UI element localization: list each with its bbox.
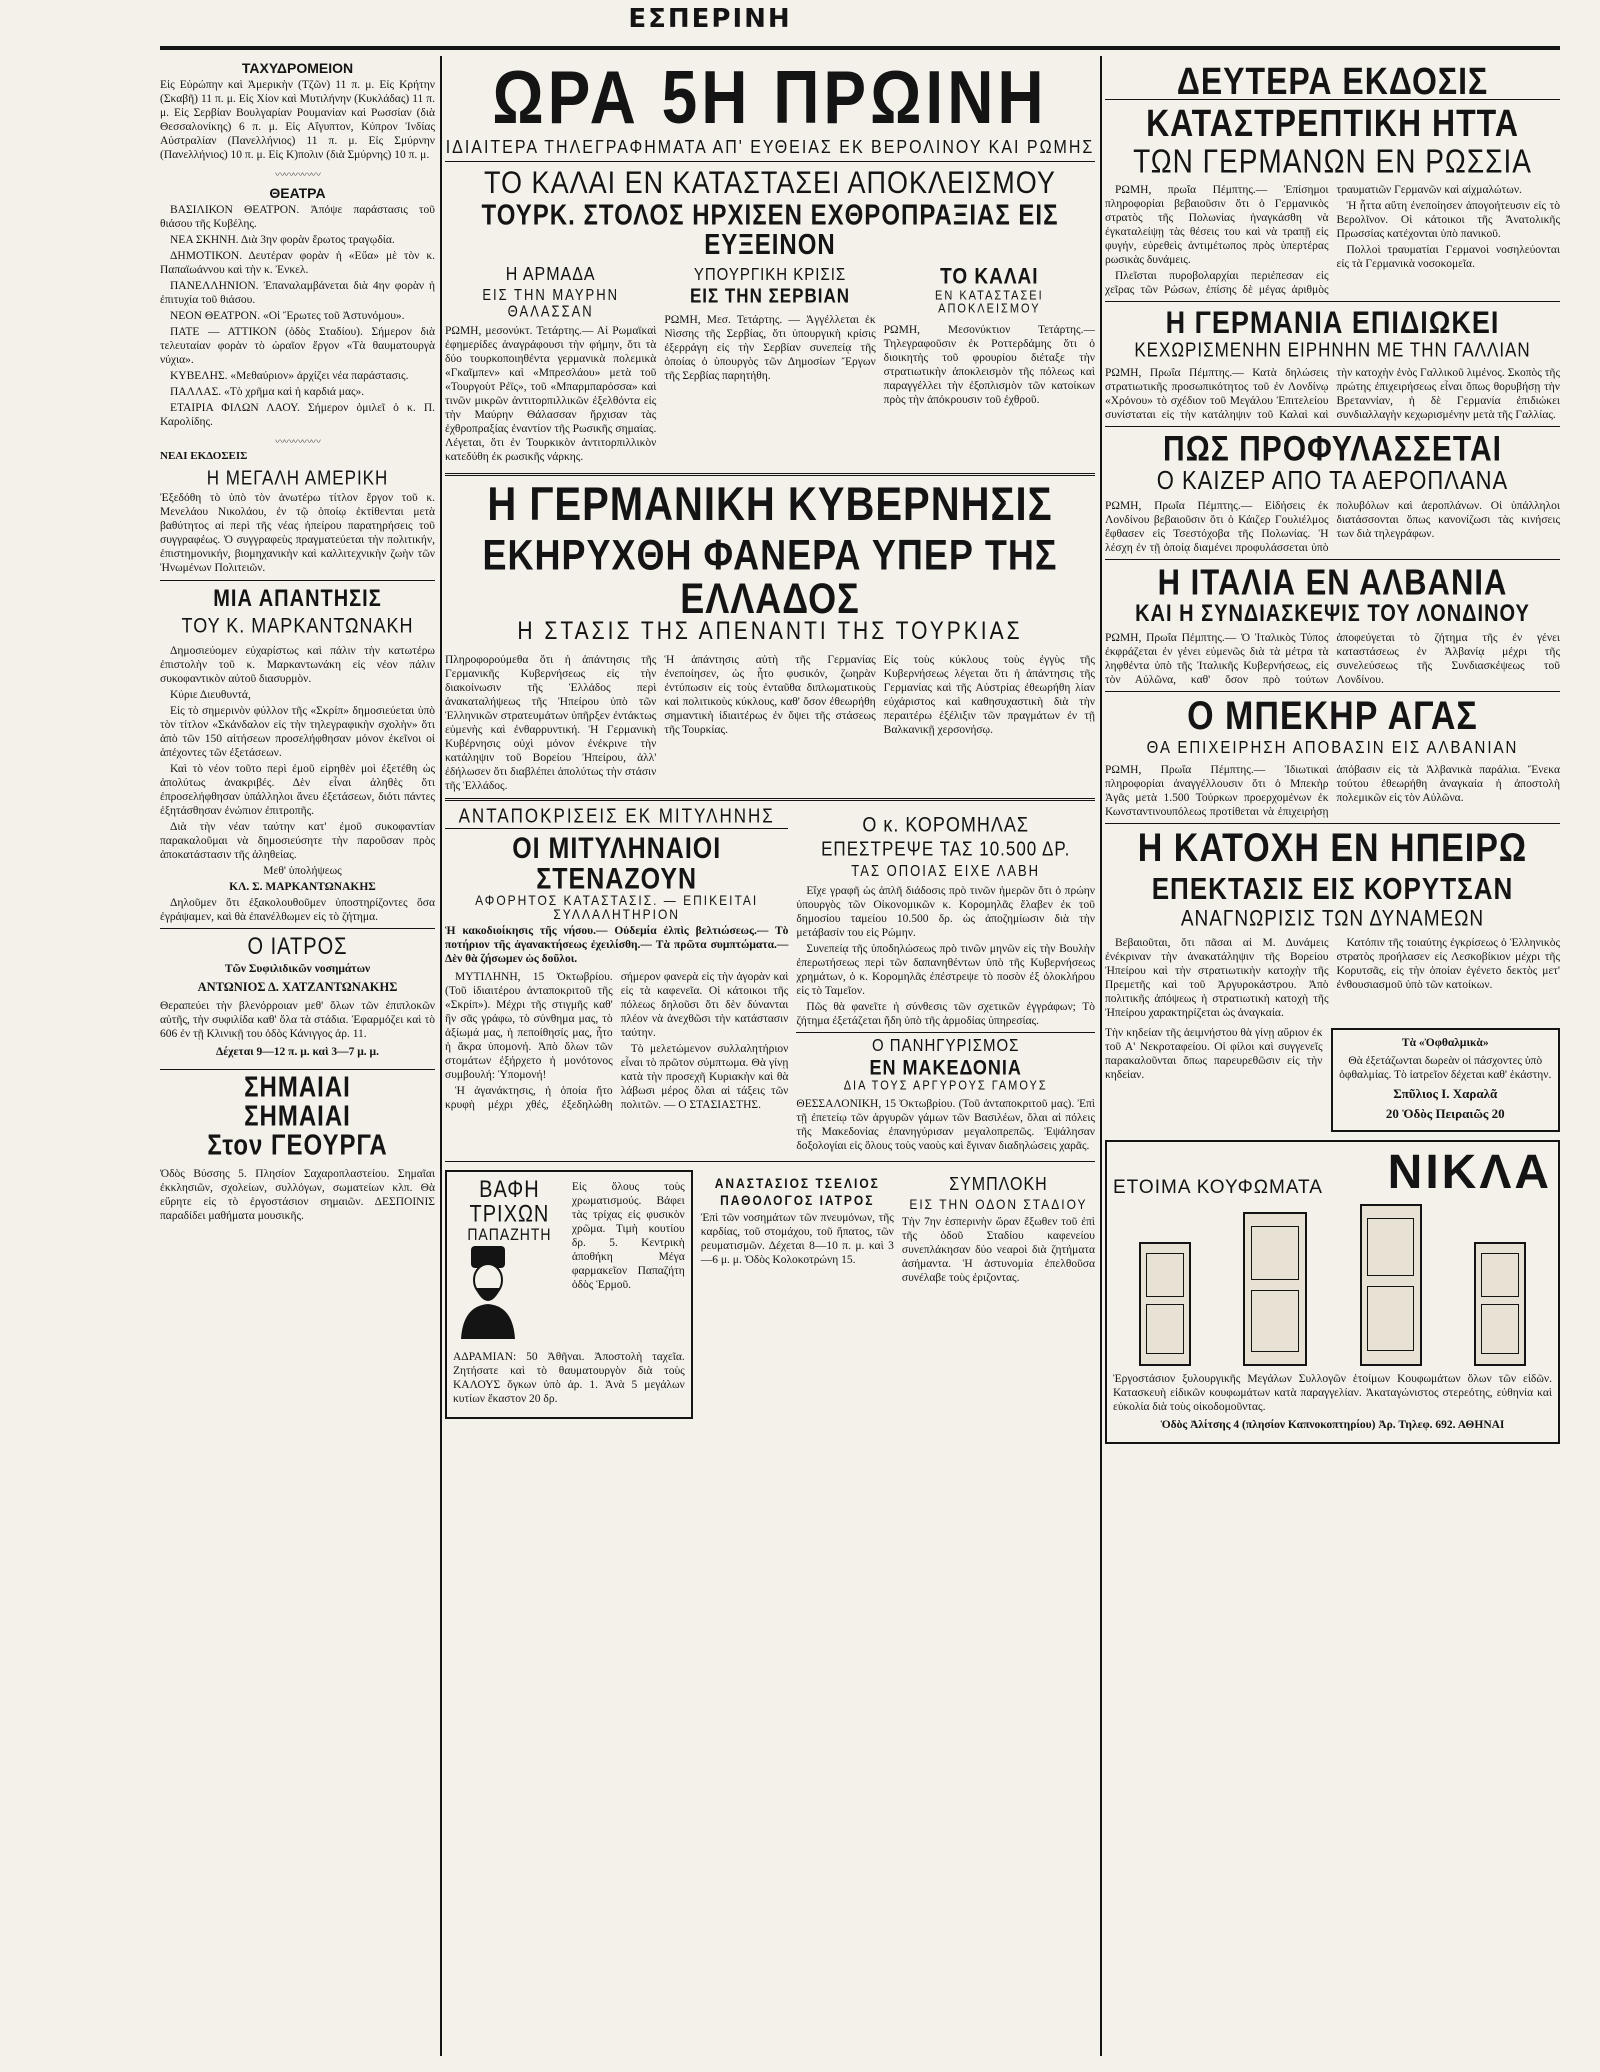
section-rule xyxy=(1105,823,1560,824)
door-frames-ad-address: Ὁδὸς Ἀλίτσης 4 (πλησίον Καπνοκοπτηρίου) Ἀρ. Τηλεφ. 692. ΑΘΗΝΑΙ xyxy=(1160,1418,1505,1431)
calais-heading: ΤΟ ΚΑΛΑΙ xyxy=(940,264,1039,290)
koromilas-paragraph: Πῶς θὰ φανεῖτε ἡ σύνθεσις τῶν σχετικῶν ἐγγράφων; Τὸ ζήτημα ἐξετάζεται ἤδη ὑπὸ τῆς ἁρμοδίας ὑπηρεσίας. xyxy=(796,1001,1095,1028)
section-rule xyxy=(796,1032,1095,1033)
door-icon xyxy=(1474,1242,1526,1366)
feast-headline: Ο ΠΑΝΗΓΥΡΙΣΜΟΣ xyxy=(871,1036,1020,1057)
feast-text: ΘΕΣΣΑΛΟΝΙΚΗ, 15 Ὀκτωβρίου. (Τοῦ ἀνταποκριτοῦ μας). Ἐπὶ τῇ ἐπετείῳ τῶν ἀργυρῶν γάμων τῶν Βασιλέων, ὅλαι αἱ πόλεις τῆς Μακεδονίας ἐπανηγύρισαν μεγαλοπρεπῶς. Ἐψάλησαν δοξολογίαι εἰς ὅλους τοὺς ναοὺς καὶ ἔγιναν διαδηλώσεις χαρᾶς. xyxy=(796,1098,1095,1153)
doctor-ad-name: ΑΝΤΩΝΙΟΣ Δ. ΧΑΤΖΑΝΤΩΝΑΚΗΣ xyxy=(197,980,398,995)
main-headline: ΩΡΑ 5Η ΠΡΩΙΝΗ xyxy=(492,56,1048,140)
funeral-notice: Τὴν κηδείαν τῆς ἀειμνήστου θὰ γίνῃ αὔριον ἐκ τοῦ Α' Νεκροταφείου. Οἱ φίλοι καὶ συγγενεῖς παρακαλοῦνται ὅπως παρευρεθῶσιν εἰς τὴν κηδείαν. xyxy=(1105,1027,1323,1082)
masthead: ΕΣΠΕΡΙΝΗ xyxy=(628,4,792,34)
reply-letter xyxy=(160,644,435,924)
german-government-text xyxy=(445,653,1095,793)
section-rule xyxy=(445,473,1095,476)
eye-clinic-ad-title: Τὰ «Ὀφθαλμικὰ» xyxy=(1401,1037,1489,1050)
door-frames-ad xyxy=(1105,1140,1560,1444)
mytilene-paragraph: Τὸ μελετώμενον συλλαλητήριον εἶναι τὸ πρῶτον σύμπτωμα. Θὰ γίνῃ κατὰ τὴν προσεχῆ Κυριακὴν καὶ θὰ λάβωσι μέρος ὅλαι αἱ τάξεις τῶν πολιτῶν. — Ο ΣΤΑΣΙΑΣΤΗΣ. xyxy=(620,1043,789,1112)
calais-headline: ΤΟ ΚΑΛΑΙ ΕΝ ΚΑΤΑΣΤΑΣΕΙ ΑΠΟΚΛΕΙΣΜΟΥ xyxy=(484,164,1056,201)
mytilene-deck: ΑΦΟΡΗΤΟΣ ΚΑΤΑΣΤΑΣΙΣ. — ΕΠΙΚΕΙΤΑΙ ΣΥΛΛΑΛΗΤΗΡΙΟΝ xyxy=(475,891,759,924)
serbia-heading: ΥΠΟΥΡΓΙΚΗ ΚΡΙΣΙΣ xyxy=(693,264,847,286)
tselios-ad-name: ΑΝΑΣΤΑΣΙΟΣ ΤΣΕΛΙΟΣ xyxy=(714,1175,880,1192)
koromilas-text xyxy=(796,884,1095,1028)
door-icon xyxy=(1243,1212,1307,1366)
epirus-paragraph: Βεβαιοῦται, ὅτι πᾶσαι αἱ Μ. Δυνάμεις ἐνέκριναν τὴν ἀνακατάληψιν τῆς Βορείου Ἠπείρου καὶ τὴν στρατιωτικὴν κατοχὴν τῆς Πρεμετῆς καὶ τοῦ Ἀργυροκάστρου. Ἀπὸ πολιτικῆς ἀπόψεως ἡ στρατιωτικὴ κατοχὴ τῆς Ἠπείρου χαρακτηρίζεται ὡς ἀναγκαία. xyxy=(1105,936,1329,1020)
door-icon xyxy=(1139,1242,1191,1366)
calais-subheading: ΕΝ ΚΑΤΑΣΤΑΣΕΙ ΑΠΟΚΛΕΙΣΜΟΥ xyxy=(934,288,1044,317)
albania-subheadline: ΚΑΙ Η ΣΥΝΔΙΑΣΚΕΨΙΣ ΤΟΥ ΛΟΝΔΙΝΟΥ xyxy=(1135,600,1530,627)
hair-dye-ad-text-2: ΑΔΡΑΜΙΑΝ: 50 Ἀθῆναι. Ἀποστολὴ ταχεῖα. Ζητήσατε καὶ τὸ θαυματουργὸν διὰ τοὺς ΚΑΛΟΥΣ ὄγκων ὑπὸ ἀρ. 1. Ἀνὰ 5 μεγάλων κυτίων ἕκαστον 20 δρ. xyxy=(453,1351,685,1406)
defeat-paragraph: Ἡ ἧττα αὕτη ἐνεποίησεν ἀπογοήτευσιν εἰς τὸ Βερολῖνον. Οἱ κάτοικοι τῆς Ἀνατολικῆς Πρωσσίας κατέχονται ὑπὸ πανικοῦ. xyxy=(1336,199,1560,240)
koromilas-headline: Ο κ. ΚΟΡΟΜΗΛΑΣ xyxy=(862,813,1029,837)
main-subheadline: ΙΔΙΑΙΤΕΡΑ ΤΗΛΕΓΡΑΦΗΜΑΤΑ ΑΠ' ΕΥΘΕΙΑΣ ΕΚ ΒΕΡΟΛΙΝΟΥ ΚΑΙ ΡΩΜΗΣ xyxy=(445,137,1095,158)
armada-text: ΡΩΜΗ, μεσονύκτ. Τετάρτης.— Αἱ Ρωμαϊκαὶ ἐφημερίδες ἀναγράφουσι τὴν φήμην, ὅτι τὰ δύο τουρκοποιηθέντα γερμανικὰ πολεμικὰ «Γκαῖμπεν» καὶ «Μπρεσλάου» μετὰ τοῦ «Τουργοὺτ Ρέϊς», τοῦ «Μπαρμπαρόσσα» καὶ τινῶν μικρῶν ἀντιτορπιλλικῶν ἐξελθόντα εἰς τὴν Μαύρην Θάλασσαν ἤρχισαν τὰς ἐχθροπραξίας ἐναντίον τῆς Ρωσικῆς σημαίας. Λέγεται, ὅτι ἐν Τουρκικὸν ἀντιτορπιλλικὸν κατεδύθη ἐκ ρωσικῆς νάρκης. xyxy=(445,324,657,463)
theatre-item: ΒΑΣΙΛΙΚΟΝ ΘΕΑΤΡΟΝ. Ἀπόψε παράστασις τοῦ θιάσου τῆς Κυβέλης. xyxy=(160,204,435,231)
theatres-list xyxy=(160,203,435,429)
section-rule xyxy=(1105,691,1560,692)
masthead-rule xyxy=(160,46,1560,50)
america-text: Ἐξεδόθη τὸ ὑπὸ τὸν ἀνωτέρω τίτλον ἔργον τοῦ κ. Μενελάου Νικολάου, ἐν τῷ ὁποίῳ ἐκτίθενται μετὰ βαθύτητος αἱ περὶ τῆς νέας ἠπείρου παρατηρήσεις τοῦ συγγραφέως. Ὁ συγγραφεὺς πραγματεύεται τὴν πολιτικήν, ἐπιστημονικήν, βιομηχανικὴν καὶ καλλιτεχνικὴν ζωὴν τῶν Ἡνωμένων Πολιτειῶν. xyxy=(160,492,435,575)
theatres-heading: ΘΕΑΤΡΑ xyxy=(269,185,326,202)
section-rule xyxy=(1105,426,1560,427)
albania-text: ΡΩΜΗ, Πρωΐα Πέμπτης.— Ὁ Ἰταλικὸς Τύπος ἐκφράζεται ἐν γένει εὐμενῶς διὰ τὰ μέτρα τὰ ληφθέντα ὑπὸ τῆς Ἰταλικῆς Κυβερνήσεως, εἰς τὸν Αὐλῶνα, καθ' ὅσον πρὸ τούτων ἀποφεύγεται τὸ ζήτημα τῆς ἐν γένει καταστάσεως ἐν Ἀλβανίᾳ μέχρι τῆς συνελεύσεως τῆς Συνδιασκέψεως τοῦ Λονδίνου. xyxy=(1105,631,1560,686)
peace-subheadline: ΚΕΧΩΡΙΣΜΕΝΗΝ ΕΙΡΗΝΗΝ ΜΕ ΤΗΝ ΓΑΛΛΙΑΝ xyxy=(1134,338,1531,362)
mytilene-text xyxy=(445,970,788,1113)
mytilene-article xyxy=(445,806,788,1157)
theatre-item: ΠΑΝΕΛΛΗΝΙΟΝ. Ἐπαναλαμβάνεται διὰ 4ην φορὰν ἡ ἐπιτυχία τοῦ θιάσου. xyxy=(160,280,435,307)
column-right xyxy=(1105,56,1560,2056)
theatre-item: ΝΕΑ ΣΚΗΝΗ. Διὰ 3ην φορὰν ἔρωτος τραγῳδία. xyxy=(170,234,395,247)
column-left xyxy=(160,56,435,2056)
defeat-paragraph: ΡΩΜΗ, πρωΐα Πέμπτης.— Ἐπίσημοι πληροφορίαι βεβαιοῦσιν ὅτι ὁ Γερμανικὸς στρατὸς τῆς Πολωνίας ἠναγκάσθη νὰ ἐγκαταλείψῃ τὰς θέσεις του καὶ νὰ τραπῇ εἰς φυγήν, εὑρεθεὶς ἀντιμέτωπος πρὸς ὑπερτέρας ρωσικὰς δυνάμεις. xyxy=(1105,183,1329,266)
koromilas-subheadline: ΕΠΕΣΤΡΕΨΕ ΤΑΣ 10.500 ΔΡ. xyxy=(821,837,1071,861)
doctor-ad xyxy=(160,933,435,1065)
armada-subheading: ΕΙΣ ΤΗΝ ΜΑΥΡΗΝ ΘΑΛΑΣΣΑΝ xyxy=(482,285,619,320)
peace-headline: Η ΓΕΡΜΑΝΙΑ ΕΠΙΔΙΩΚΕΙ xyxy=(1165,304,1500,340)
reply-editor-note: Δηλοῦμεν ὅτι ἐξακολουθοῦμεν ὑποστηρίζοντες ὅσα ἐγράψαμεν, καὶ θὰ ἐπανέλθωμεν εἰς τὸ ζήτημα. xyxy=(160,897,435,924)
column-center xyxy=(445,56,1095,2056)
stadiou-headline: ΣΥΜΠΛΟΚΗ xyxy=(949,1175,1048,1196)
eye-clinic-ad-name: Σπῦλιος Ι. Χαραλᾶ xyxy=(1393,1086,1498,1102)
eye-clinic-ad-text: Θὰ ἐξετάζωνται δωρεὰν οἱ πάσχοντες ὑπὸ ὀφθαλμίας. Τὸ ἰατρεῖον δέχεται καθ' ἑκάστην. xyxy=(1339,1055,1552,1082)
german-government-subheadline: ΕΚΗΡΥΧΘΗ ΦΑΝΕΡΑ ΥΠΕΡ ΤΗΣ ΕΛΛΑΔΟΣ xyxy=(482,530,1058,623)
hair-dye-ad-top xyxy=(453,1178,685,1348)
koromilas-deck: ΤΑΣ ΟΠΟΙΑΣ ΕΙΧΕ ΛΑΒΗ xyxy=(851,861,1041,880)
kaiser-subheadline: Ο ΚΑΙΖΕΡ ΑΠΟ ΤΑ ΑΕΡΟΠΛΑΝΑ xyxy=(1156,465,1509,495)
reply-paragraph: Κύριε Διευθυντά, xyxy=(170,689,251,702)
mytilene-lead: Ἡ κακοδιοίκησις τῆς νήσου.— Οὐδεμία ἐλπὶς βελτιώσεως.— Τὸ ποτήριον τῆς ἀγανακτήσεως ἐχειλίσθη.— Τὰ πρῶτα συμπτώματα.— Δὲν θὰ ζήσωμεν ὡς δοῦλοι. xyxy=(445,925,789,966)
section-rule xyxy=(1105,559,1560,560)
door-frames-ad-header xyxy=(1113,1145,1552,1199)
feast-subheadline: ΕΝ ΜΑΚΕΔΟΝΙΑ xyxy=(869,1055,1022,1080)
theatre-item: ΔΗΜΟΤΙΚΟΝ. Δευτέραν φορὰν ἡ «Εὔα» μὲ τὸν κ. Παπαϊωάννου καὶ τὴν κ. Ἐνκελ. xyxy=(160,250,435,277)
german-government-deck: Η ΣΤΑΣΙΣ ΤΗΣ ΑΠΕΝΑΝΤΙ ΤΗΣ ΤΟΥΡΚΙΑΣ xyxy=(517,618,1023,646)
koromilas-paragraph: Συνεπείᾳ τῆς ὑποδηλώσεως πρὸ τινῶν μηνῶν εἰς τὴν Βουλὴν ἐπερωτήσεως περὶ τῶν δαπανηθέντων ὑπὸ τῆς Κυβερνήσεως χρημάτων, ὁ κ. Κορομηλᾶς ἐπέστρεψε τὸ ποσὸν ἐξ ὁλοκλήρου εἰς τὸ Ταμεῖον. xyxy=(796,943,1095,998)
man-portrait-icon xyxy=(453,1244,523,1339)
epirus-headline: Η ΚΑΤΟΧΗ ΕΝ ΗΠΕΙΡΩ xyxy=(1137,825,1528,871)
epirus-deck: ΑΝΑΓΝΩΡΙΣΙΣ ΤΩΝ ΔΥΝΑΜΕΩΝ xyxy=(1180,907,1485,932)
reply-closing: Μεθ' ὑπολήψεως xyxy=(263,865,342,878)
bekir-text: ΡΩΜΗ, Πρωΐα Πέμπτης.— Ἰδιωτικαὶ πληροφορίαι ἀναγγέλλουσιν ὅτι ὁ Μπεκὴρ Ἀγᾶς μετὰ 1.500 Τούρκων προερχομένων ἐκ Κωνσταντινουπόλεως προτίθεται νὰ ἐπιχειρήσῃ ἀπόβασιν εἰς τὰ Ἀλβανικὰ παράλια. Ἕνεκα τούτου ἐθεωρήθη ἀναγκαία ἡ ἀποστολὴ πολεμικῶν εἰς τὸν Αὐλῶνα. xyxy=(1105,763,1560,818)
serbia-article xyxy=(664,262,875,468)
mytilene-paragraph: ΜΥΤΙΛΗΝΗ, 15 Ὀκτωβρίου. (Τοῦ ἰδιαιτέρου ἀνταποκριτοῦ τῆς «Σκρίπ»). Μέχρι τῆς στιγμῆς καθ' ἣν σᾶς γράφω, τὸ σύνθημα μας, τὸ ἀξίωμά μας, ἡ πεποίθησίς μας, ἦτο ἡ ἄκρα ὑπομονή. Ἀπὸ ὅλων τῶν στομάτων ἐξήρχετο ἡ μονότονος συμβουλή: Ὑπομονή! xyxy=(445,971,613,1082)
bekir-subheadline: ΘΑ ΕΠΙΧΕΙΡΗΣΗ ΑΠΟΒΑΣΙΝ ΕΙΣ ΑΛΒΑΝΙΑΝ xyxy=(1146,737,1519,759)
doctor-ad-title: Ο ΙΑΤΡΟΣ xyxy=(247,934,348,961)
gov-paragraph: Πληροφορούμεθα ὅτι ἡ ἀπάντησις τῆς Γερμανικῆς Κυβερνήσεως εἰς τὴν διακοίνωσιν τῆς Ἑλλάδος περὶ ἀνακαταλήψεως τῆς Ἠπείρου ὑπὸ τῶν Ἑλληνικῶν στρατευμάτων ὑπῆρξεν ἐντάκτως εὐμενὴς καὶ ἐνθαρρυντική. Ἡ Γερμανικὴ Κυβέρνησις οὐχὶ μόνον ἐνέκρινε τὴν κατάληψιν τοῦ Βορείου Ἠπείρου, ἀλλ' ἐδήλωσεν ὅτι διαβλέπει ἀπολύτως τὴν στάσιν τῆς Ἑλλάδος. xyxy=(445,654,657,793)
theatre-item: ΝΕΟΝ ΘΕΑΤΡΟΝ. «Οἱ Ἔρωτες τοῦ Ἀστυνόμου». xyxy=(170,310,405,323)
peace-text: ΡΩΜΗ, Πρωΐα Πέμπτης.— Κατὰ δηλώσεις στρατιωτικῆς προσωπικότητος τοῦ ἐν Λονδίνῳ «Χρόνου» τὸ σχέδιον τοῦ Μεγάλου Ἐπιτελείου συνίσταται εἰς τὴν κατάληψιν τοῦ Καλαὶ καὶ τὴν κατοχὴν ἑνὸς Γαλλικοῦ λιμένος. Σκοπὸς τῆς πρώτης ἐπιχειρήσεως εἶναι ὅπως θορυβήσῃ τὴν Βρεταννίαν, ἡ δὲ Γερμανία ἐπιδιώκει συνδιαλλαγὴν κεχωρισμένην μετὰ τῆς Γαλλίας. xyxy=(1105,366,1560,421)
flags-ad-title-2: ΣΗΜΑΙΑΙ xyxy=(244,1101,351,1133)
mytilene-headline: ΟΙ ΜΙΤΥΛΗΝΑΙΟΙ ΣΤΕΝΑΖΟΥΝ xyxy=(512,831,722,896)
reply-subheading: ΤΟΥ Κ. ΜΑΡΚΑΝΤΩΝΑΚΗ xyxy=(181,614,414,638)
column-rule-1 xyxy=(440,56,442,2056)
section-rule xyxy=(445,1161,1095,1162)
gov-paragraph: Εἰς τοὺς κύκλους τοὺς ἐγγὺς τῆς Κυβερνήσεως λέγεται ὅτι ἡ ἀπάντησις τῆς Γερμανίας καὶ τῆς Αὐστρίας ἐθεωρήθη λίαν εὐχάριστος καὶ καθησυχαστικὴ διὰ τὴν περαιτέρω ἐξέλιξιν τῶν πραγμάτων ἐν τῇ Βαλκανικῇ χερσονήσῳ. xyxy=(883,654,1095,737)
defeat-text xyxy=(1105,183,1560,297)
section-rule xyxy=(445,161,1095,162)
mytilene-banner: ΑΝΤΑΠΟΚΡΙΣΕΙΣ ΕΚ ΜΙΤΥΛΗΝΗΣ xyxy=(458,805,775,828)
new-editions-label: ΝΕΑΙ ΕΚΔΟΣΕΙΣ xyxy=(160,450,248,463)
column-rule-2 xyxy=(1100,56,1102,2056)
armada-article xyxy=(445,262,656,468)
section-rule xyxy=(445,798,1095,801)
door-frames-ad-text: Ἐργοστάσιον ξυλουργικῆς Μεγάλων Συλλογῶν ἑτοίμων Κουφωμάτων ὅλων τῶν εἰδῶν. Κατασκευὴ εἰδικῶν κουφωμάτων κατὰ παραγγελίαν. Ἀκαταγώνιστος στερεότης, εὐθηνία καὶ εὐκολία διὰ τοὺς οἰκοδομοῦντας. xyxy=(1113,1372,1552,1413)
door-icon xyxy=(1360,1204,1422,1366)
mytilene-paragraph: Ἡ ἀγανάκτησις, ἡ ὁποία ἤτο κρυφὴ μέχρι χθές, ἐξεδηλώθη σήμερον φανερὰ εἰς τὴν ἀγορὰν καὶ εἰς τὰ καφενεῖα. Οἱ κάτοικοι τῆς πόλεως δηλοῦσι ὅτι δὲν δύνανται πλέον νὰ ἀνεχθῶσι τὴν κατάστασιν ταύτην. xyxy=(445,971,789,1112)
news-row-1 xyxy=(445,262,1095,468)
bekir-headline: Ο ΜΠΕΚΗΡ ΑΓΑΣ xyxy=(1187,693,1478,739)
german-government-headline: Η ΓΕΡΜΑΝΙΚΗ ΚΥΒΕΡΝΗΣΙΣ xyxy=(487,478,1053,531)
epirus-paragraph: Κατόπιν τῆς τοιαύτης ἐγκρίσεως ὁ Ἑλληνικὸς στρατὸς προήλασεν εἰς Λεσκοβίκιον μέχρι τῆς Κορυτσᾶς, εἰς τὴν ὁποίαν ἐγένετο δεκτὸς μετ' ἐνθουσιασμοῦ ὑπὸ τῶν κατοίκων. xyxy=(1336,936,1560,991)
section-rule xyxy=(160,928,435,929)
posts-heading: ΤΑΧΥΔΡΟΜΕΙΟΝ xyxy=(241,60,354,76)
armada-heading: Η ΑΡΜΑΔΑ xyxy=(505,264,596,286)
reply-paragraph: Καὶ τὸ νέον τοῦτο περὶ ἐμοῦ εἰρηθὲν μοὶ ἐξετέθη ὡς ἀπολύτως ἀνακριβές. Δὲν εἶναι ἀληθὲς ὅτι ἐπροσελήφθησαν ὑπάλληλοι ἄνευ ἐξετάσεων, διότι πάντες ἐξητάσθησαν ἐνώπιον ἐπιτροπῆς. xyxy=(160,763,435,818)
section-rule xyxy=(1105,301,1560,302)
reply-paragraph: Εἰς τὸ σημερινὸν φύλλον τῆς «Σκρίπ» δημοσιεύεται ὑπὸ τὸν τίτλον «Σκάνδαλον εἰς τὴν τηλεγραφικὴν σχολὴν» ὅτι ἀπὸ τῶν 150 αἰτήσεων προσελήφθησαν μόνον ἐκεῖνοι οἱ ἀπέχοντες τῶν ἐξετάσεων. xyxy=(160,705,435,760)
defeat-subheadline: ΤΩΝ ΓΕΡΜΑΝΩΝ ΕΝ ΡΩΣΣΙΑ xyxy=(1133,142,1532,179)
theatre-item: ΚΥΒΕΛΗΣ. «Μεθαύριον» ἀρχίζει νέα παράστασις. xyxy=(170,370,409,383)
tselios-ad xyxy=(701,1166,894,1422)
eye-clinic-ad-address: 20 Ὁδὸς Πειραιῶς 20 xyxy=(1385,1105,1505,1121)
ornament-divider: 〰〰〰〰〰 xyxy=(275,170,320,182)
tselios-ad-text: Ἐπὶ τῶν νοσημάτων τῶν πνευμόνων, τῆς καρδίας, τοῦ στομάχου, τοῦ ἥπατος, τῶν ρευματισμῶν. Δέχεται 8—10 π. μ. καὶ 3—6 μ. μ. Ὁδὸς Κολοκοτρώνη 15. xyxy=(700,1212,894,1267)
stadiou-text: Τὴν 7ην ἑσπερινὴν ὥραν ἔξωθεν τοῦ ἐπὶ τῆς ὁδοῦ Σταδίου καφενείου συνεπλάκησαν δύο νεαροὶ διὰ ζητήματα ἀσήμαντα. Ἡ ἀστυνομία ἐπελθοῦσα συνέλαβε τοὺς ἐριζοντας. xyxy=(901,1216,1095,1285)
door-frames-ad-brand: ΝΙΚΛΑ xyxy=(1387,1145,1552,1199)
serbia-text: ΡΩΜΗ, Μεσ. Τετάρτης. — Ἀγγέλλεται ἐκ Νὶσσης τῆς Σερβίας, ὅτι ὑπουργικὴ κρίσις ἐξερράγη εἰς τὴν Σερβίαν συνεπείᾳ τῆς ὁποίας ὁ ὑπουργὸς τῶν Δημοσίων Ἔργων τῆς Σερβίας παρητήθη. xyxy=(664,314,876,383)
flags-ad-title: ΣΗΜΑΙΑΙ xyxy=(244,1072,351,1104)
reply-paragraph: Δημοσιεύομεν εὐχαρίστως καὶ πάλιν τὴν κατωτέρω ἐπιστολὴν τοῦ κ. Μαρκαντωνάκη εἰς νέον πάλιν συκοφαντικὸν αὐτοῦ διασυρμὸν. xyxy=(160,645,435,686)
door-frames-ad-title: ΕΤΟΙΜΑ ΚΟΥΦΩΜΑΤΑ xyxy=(1113,1176,1323,1198)
calais-article xyxy=(884,262,1095,468)
notices-row xyxy=(1105,1024,1560,1136)
ornament-divider: 〰〰〰〰〰 xyxy=(275,437,320,449)
second-edition-banner: ΔΕΥΤΕΡΑ ΕΚΔΟΣΙΣ xyxy=(1176,59,1489,103)
serbia-subheading: ΕΙΣ ΤΗΝ ΣΕΡΒΙΑΝ xyxy=(689,284,851,307)
door-illustrations xyxy=(1113,1204,1552,1366)
gov-paragraph: Ἡ ἀπάντησις αὐτὴ τῆς Γερμανίας ἐνεποίησεν, ὡς ἦτο φυσικόν, ζωηρὰν ἐντύπωσιν εἰς τοὺς ἐνταῦθα διπλωματικοὺς καὶ πολιτικοὺς κύκλους, καθ' ὅσον ἐθεωρήθη σημαντικὴ ἰδιαιτέρως ἐν ὄψει τῆς στάσεως τῆς Τουρκίας. xyxy=(664,654,876,737)
feast-deck: ΔΙΑ ΤΟΥΣ ΑΡΓΥΡΟΥΣ ΓΑΜΟΥΣ xyxy=(843,1078,1048,1093)
section-rule xyxy=(445,828,788,829)
kaiser-text: ΡΩΜΗ, Πρωΐα Πέμπτης.— Εἰδήσεις ἐκ Λονδίνου βεβαιοῦσιν ὅτι ὁ Κάιζερ Γουλιέλμος ἔφθασεν εἰς Τσεστόχοβα τῆς Πολωνίας. Ἡ λέσχη ἐν τῇ ὁποίᾳ διαμένει προφυλάσσεται ὑπὸ πολυβόλων καὶ ἀεροπλάνων. Οἱ ὑπάλληλοι διατάσσονται ὅπως κανονίζωσι τὰς κινήσεις των διὰ τηλεγράφων. xyxy=(1105,499,1560,554)
epirus-text xyxy=(1105,936,1560,1020)
eye-clinic-ad xyxy=(1331,1028,1561,1132)
reply-signature: ΚΛ. Σ. ΜΑΡΚΑΝΤΩΝΑΚΗΣ xyxy=(229,881,376,894)
theatre-item: ΠΑΤΕ — ΑΤΤΙΚΟΝ (ὁδὸς Σταδίου). Σήμερον διὰ τελευταίαν φορὰν τὸ ὡραῖον ἔργον «Τὰ θαυματουργὰ νύχια». xyxy=(160,326,435,367)
hair-dye-ad-text: Εἰς ὅλους τοὺς χρωματισμούς. Βάφει τὰς τρίχας εἰς φυσικὸν χρῶμα. Τιμὴ κουτίου δρ. 5. Κεντρικὴ ἀποθήκη Μέγα φαρμακεῖον Παπαζήτη ὁδὸς Ἑρμοῦ. xyxy=(571,1181,685,1292)
hair-dye-ad-title: ΒΑΦΗ ΤΡΙΧΩΝ xyxy=(469,1177,550,1228)
stadiou-subheadline: ΕΙΣ ΤΗΝ ΟΔΟΝ ΣΤΑΔΙΟΥ xyxy=(909,1195,1088,1213)
koromilas-article xyxy=(796,806,1095,1157)
tselios-ad-title: ΠΑΘΟΛΟΓΟΣ ΙΑΤΡΟΣ xyxy=(720,1191,875,1209)
defeat-paragraph: Πλεῖσται πυροβολαρχίαι περιέπεσαν εἰς χεῖρας τῶν Ρώσων, ἐπίσης δὲ μέγας ἀριθμὸς τραυματιῶν Γερμανῶν καὶ αἰχμαλώτων. xyxy=(1105,183,1522,296)
america-heading: Η ΜΕΓΑΛΗ ΑΜΕΡΙΚΗ xyxy=(206,466,389,489)
hair-dye-ad-brand: ΠΑΠΑΖΗΤΗ xyxy=(467,1224,552,1244)
albania-headline: Η ΙΤΑΛΙΑ ΕΝ ΑΛΒΑΝΙΑ xyxy=(1157,561,1508,603)
doctor-ad-specialty: Τῶν Συφιλιδικῶν νοσημάτων xyxy=(224,963,371,976)
doctor-ad-hours: Δέχεται 9—12 π. μ. καὶ 3—7 μ. μ. xyxy=(216,1046,379,1059)
defeat-headline: ΚΑΤΑΣΤΡΕΠΤΙΚΗ ΗΤΤΑ xyxy=(1146,101,1519,145)
kaiser-headline: ΠΩΣ ΠΡΟΦΥΛΑΣΣΕΤΑΙ xyxy=(1163,429,1502,469)
hair-dye-ad xyxy=(445,1170,693,1418)
defeat-paragraph: Πολλοὶ τραυματίαι Γερμανοὶ νοσηλεύονται εἰς τὰ Γερμανικὰ νοσοκομεῖα. xyxy=(1336,243,1560,270)
posts-text: Εἰς Εὐρώπην καὶ Ἀμερικὴν (Τζῶν) 11 π. μ. Εἰς Κρήτην (Σκαβῆ) 11 π. μ. Εἰς Χίον καὶ Μυτιλήνην (Κυκλάδας) 11 π. μ. Εἰς Σερβίαν Βουλγαρίαν Ρουμανίαν καὶ Ρωσσίαν (διὰ Θεσσαλονίκης) 6 π. μ. Εἰς Αἴγυπτον, Κύπρον Ἰνδίας Αὐστραλίαν (Πανελλήνιος) 11 π. μ. Εἰς Σμύρνην (Πανελλήνιος) 10 π. μ. Εἰς Κ)πολιν (διὰ Σμύρνης) 10 π. μ. xyxy=(160,79,435,162)
doctor-ad-text: Θεραπεύει τὴν βλενόρροιαν μεθ' ὅλων τῶν ἐπιπλοκῶν αὐτῆς, τὴν συφιλίδα καθ' ὅλα τὰ στάδια. Ἐφαρμόζει καὶ τὸ 606 ἐν τῇ Κλινικῇ του ὁδὸς Κάνιγγος ἀρ. 11. xyxy=(160,1000,435,1041)
stadiou-article xyxy=(902,1166,1095,1422)
reply-heading: ΜΙΑ ΑΠΑΝΤΗΣΙΣ xyxy=(213,585,382,612)
news-row-2 xyxy=(445,806,1095,1157)
section-rule xyxy=(160,1069,435,1070)
epirus-subheadline: ΕΠΕΚΤΑΣΙΣ ΕΙΣ ΚΟΡΥΤΣΑΝ xyxy=(1151,870,1514,907)
koromilas-paragraph: Εἴχε γραφῆ ὡς ἁπλῆ διάδοσις πρὸ τινῶν ἡμερῶν ὅτι ὁ πρώην ὑπουργὸς τῶν Οἰκονομικῶν κ. Κορομηλᾶς ἔλαβεν ἐκ τοῦ δημοσίου ταμείου 10.500 δρ. ὡς ἀποζημίωσιν διὰ τὴν μετάβασίν του εἰς Ρώμην. xyxy=(796,885,1095,940)
news-row-3 xyxy=(445,1166,1095,1422)
flags-ad-seller: Στον ΓΕΟΥΡΓΑ xyxy=(207,1129,388,1162)
calais-text: ΡΩΜΗ, Μεσονύκτιον Τετάρτης.— Τηλεγραφοῦσιν ἐκ Ροττερδάμης ὅτι ὁ διοικητὴς τοῦ φρουρίου διέταξε τὴν στρατιωτικὴν ἀποκλεισμὸν τῆς πόλεως καὶ παραγγέλλει τὴν ἐξοπλισμὸν τῶν κατοίκων πρὸς τὴν ἀπόκρουσιν τοῦ ἐχθροῦ. xyxy=(883,323,1095,406)
turkish-fleet-headline: ΤΟΥΡΚ. ΣΤΟΛΟΣ ΗΡΧΙΣΕΝ ΕΧΘΡΟΠΡΑΞΙΑΣ ΕΙΣ ΕΥΞΕΙΝΟΝ xyxy=(481,199,1059,262)
reply-paragraph: Διὰ τὴν νέαν ταύτην κατ' ἐμοῦ συκοφαντίαν παρακαλοῦμαι νὰ δημοσιεύσητε τὴν παροῦσαν πρὸς ἀποκατάστασιν τῆς ἀληθείας. xyxy=(160,821,435,862)
theatre-item: ΕΤΑΙΡΙΑ ΦΙΛΩΝ ΛΑΟΥ. Σήμερον ὁμιλεῖ ὁ κ. Π. Καρολίδης. xyxy=(160,402,435,429)
flags-ad-text: Ὁδὸς Βύσσης 5. Πλησίον Σαχαροπλαστείου. Σημαῖαι ἐκκλησιῶν, σχολείων, συλλόγων, σωματείων κλπ. Θὰ εὕρητε εἰς τὸ ἐργοστάσιον σημαιῶν. ΔΕΣΠΟΙΝΙΣ παραδίδει μαθήματα μουσικῆς. xyxy=(160,1168,435,1223)
theatre-item: ΠΑΛΛΑΣ. «Τὸ χρῆμα καὶ ἡ καρδιά μας». xyxy=(170,386,365,399)
section-rule xyxy=(160,580,435,581)
